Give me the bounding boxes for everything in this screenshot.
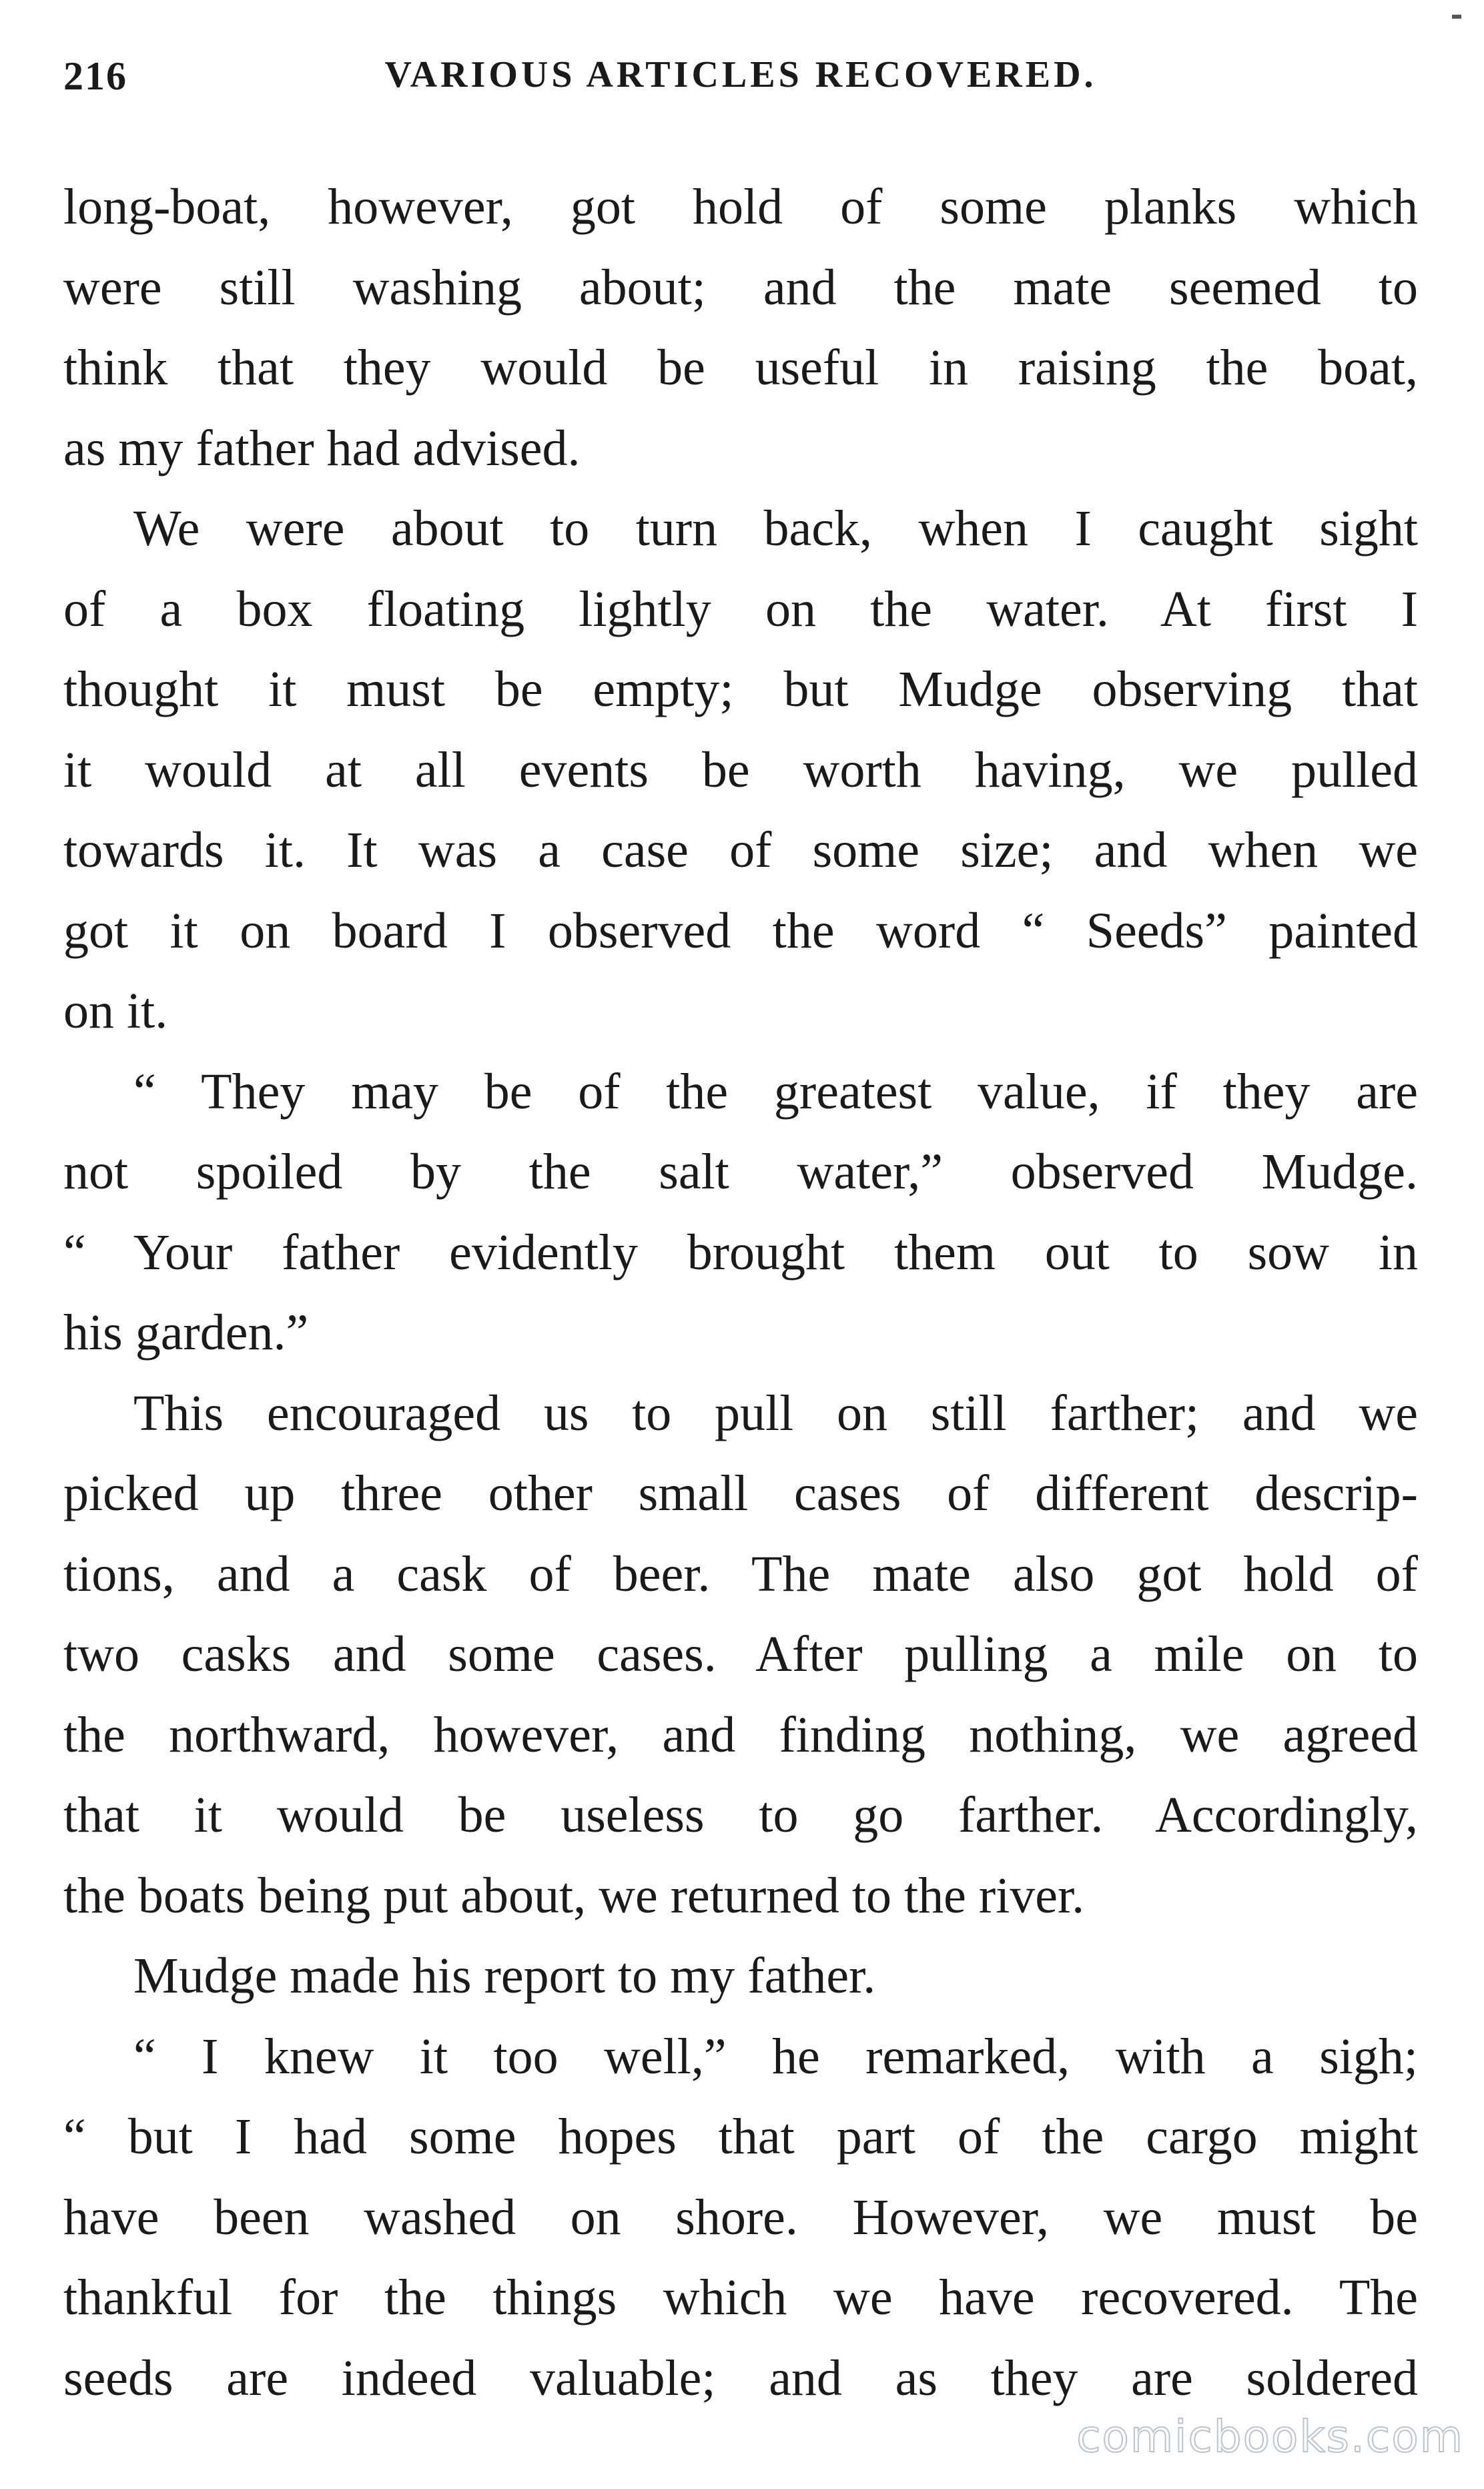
text-line: “ They may be of the greatest value, if they are [133, 1063, 1418, 1120]
text-line: seeds are indeed valuable; and as they are soldered [63, 2350, 1418, 2406]
text-line: it would at all events be worth having, we pulled [63, 741, 1418, 798]
page-number: 216 [63, 54, 127, 98]
running-head: VARIOUS ARTICLES RECOVERED. [384, 54, 1097, 95]
text-line: tions, and a cask of beer. The mate also got hold of [63, 1545, 1418, 1602]
text-line: were still washing about; and the mate seemed to [63, 259, 1418, 316]
text-line: thankful for the things which we have recovered. The [63, 2269, 1418, 2326]
text-line: picked up three other small cases of different descrip- [63, 1465, 1418, 1521]
text-line: have been washed on shore. However, we must be [63, 2189, 1418, 2245]
text-line: Mudge made his report to my father. [133, 1948, 876, 2004]
text-line: got it on board I observed the word “ Seeds” painted [63, 902, 1418, 959]
text-line: not spoiled by the salt water,” observed Mudge. [63, 1144, 1418, 1200]
scan-mark [1452, 15, 1461, 19]
text-line: towards it. It was a case of some size; and when we [63, 822, 1418, 878]
text-line: We were about to turn back, when I caught sight [133, 500, 1418, 557]
page-header [63, 53, 1418, 120]
text-line: the boats being put about, we returned to the river. [63, 1867, 1085, 1924]
text-line: as my father had advised. [63, 420, 581, 476]
text-line: two casks and some cases. After pulling a mile on to [63, 1626, 1418, 1682]
text-line: the northward, however, and finding nothing, we agreed [63, 1706, 1418, 1763]
body-text [63, 167, 1418, 2418]
text-line: This encouraged us to pull on still farther; and we [133, 1385, 1418, 1441]
text-line: long-boat, however, got hold of some planks which [63, 179, 1418, 235]
text-line: his garden.” [63, 1305, 309, 1361]
watermark: comicbooks.com [1076, 2411, 1464, 2462]
text-line: “ Your father evidently brought them out to sow in [63, 1224, 1418, 1281]
text-line: “ but I had some hopes that part of the cargo might [63, 2109, 1418, 2165]
text-line: on it. [63, 983, 168, 1039]
text-line: think that they would be useful in raising the boat, [63, 340, 1418, 396]
text-line: of a box floating lightly on the water. At first I [63, 581, 1418, 637]
text-line: “ I knew it too well,” he remarked, with a sigh; [133, 2028, 1418, 2085]
text-line: thought it must be empty; but Mudge observing that [63, 661, 1418, 717]
text-line: that it would be useless to go farther. Accordingly, [63, 1787, 1418, 1843]
